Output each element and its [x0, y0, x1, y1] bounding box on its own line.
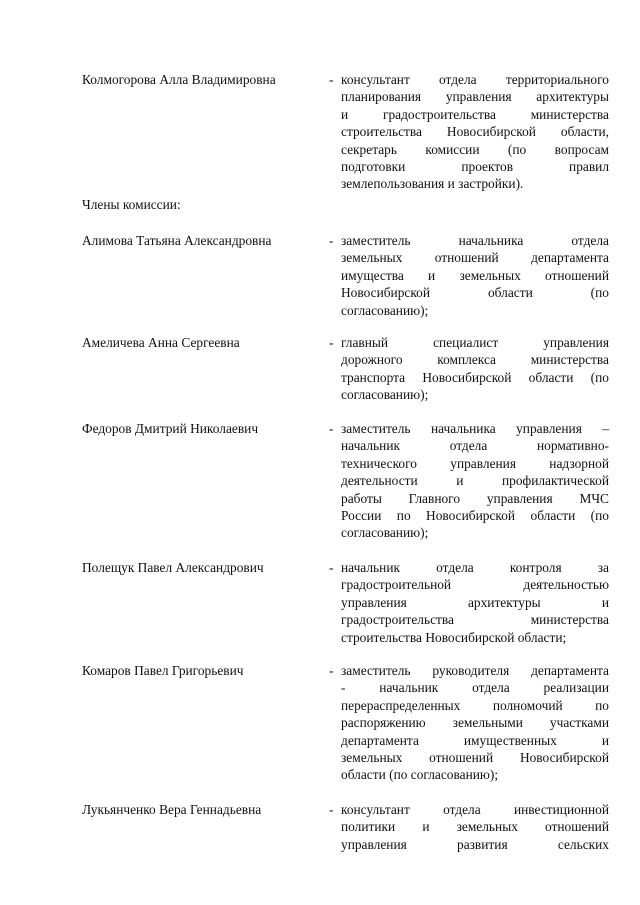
- separator-dash: -: [329, 663, 334, 678]
- position-line: заместитель руководителя департамента: [341, 663, 609, 678]
- position-line: строительства Новосибирской области,: [341, 124, 609, 140]
- member-position: [341, 559, 609, 646]
- separator-dash: -: [329, 560, 334, 575]
- position-line: консультант отдела территориального: [341, 72, 609, 87]
- position-line: Новосибирской области (по: [341, 285, 609, 301]
- position-line: строительства Новосибирской области;: [341, 629, 567, 645]
- position-line: деятельности и профилактической: [341, 473, 609, 489]
- position-line: согласованию);: [341, 302, 429, 318]
- position-line: и градостроительства министерства: [341, 106, 609, 122]
- position-line: транспорта Новосибирской области (по: [341, 369, 609, 385]
- member-name: Полещук Павел Александрович: [82, 560, 264, 575]
- position-line: перераспределенных полномочий по: [341, 697, 609, 713]
- member-position: [341, 71, 609, 193]
- member-position: [341, 801, 609, 853]
- member-name: Лукьянченко Вера Геннадьевна: [82, 802, 262, 817]
- member-name: Амеличева Анна Сергеевна: [82, 335, 240, 350]
- position-line: секретарь комиссии (по вопросам: [341, 141, 609, 157]
- position-line: имущества и земельных отношений: [341, 267, 609, 283]
- member-position: [341, 334, 609, 404]
- position-line: консультант отдела инвестиционной: [341, 802, 609, 817]
- member-position: [341, 420, 609, 542]
- position-line: России по Новосибирской области (по: [341, 507, 609, 523]
- separator-dash: -: [329, 421, 334, 436]
- position-line: работы Главного управления МЧС: [341, 490, 609, 506]
- members-heading: Члены комиссии:: [82, 197, 181, 212]
- position-line: главный специалист управления: [341, 335, 609, 350]
- position-line: технического управления надзорной: [341, 455, 609, 471]
- member-name: Колмогорова Алла Владимировна: [82, 72, 276, 87]
- position-line: политики и земельных отношений: [341, 819, 609, 835]
- member-name: Комаров Павел Григорьевич: [82, 663, 244, 678]
- separator-dash: -: [329, 233, 334, 248]
- position-line: подготовки проектов правил: [341, 158, 609, 174]
- position-line: распоряжению земельными участками: [341, 715, 609, 731]
- position-line: градостроительства министерства: [341, 612, 609, 628]
- position-line: заместитель начальника управления –: [341, 421, 609, 436]
- position-line: градостроительной деятельностью: [341, 577, 609, 593]
- position-line: согласованию);: [341, 525, 429, 541]
- position-line: области (по согласованию);: [341, 767, 499, 783]
- position-line: дорожного комплекса министерства: [341, 352, 609, 368]
- position-line: управления архитектуры и: [341, 594, 609, 610]
- position-line: - начальник отдела реализации: [341, 680, 609, 696]
- position-line: управления развития сельских: [341, 836, 609, 852]
- separator-dash: -: [329, 72, 334, 87]
- separator-dash: -: [329, 335, 334, 350]
- member-position: [341, 662, 609, 784]
- position-line: землепользования и застройки).: [341, 176, 524, 192]
- position-line: земельных отношений Новосибирской: [341, 749, 609, 765]
- member-name: Алимова Татьяна Александровна: [82, 233, 272, 248]
- position-line: департамента имущественных и: [341, 732, 609, 748]
- position-line: согласованию);: [341, 387, 429, 403]
- position-line: заместитель начальника отдела: [341, 233, 609, 248]
- separator-dash: -: [329, 802, 334, 817]
- member-position: [341, 232, 609, 319]
- position-line: начальник отдела контроля за: [341, 560, 609, 575]
- member-name: Федоров Дмитрий Николаевич: [82, 421, 259, 436]
- position-line: земельных отношений департамента: [341, 250, 609, 266]
- position-line: начальник отдела нормативно-: [341, 438, 609, 454]
- position-line: планирования управления архитектуры: [341, 89, 609, 105]
